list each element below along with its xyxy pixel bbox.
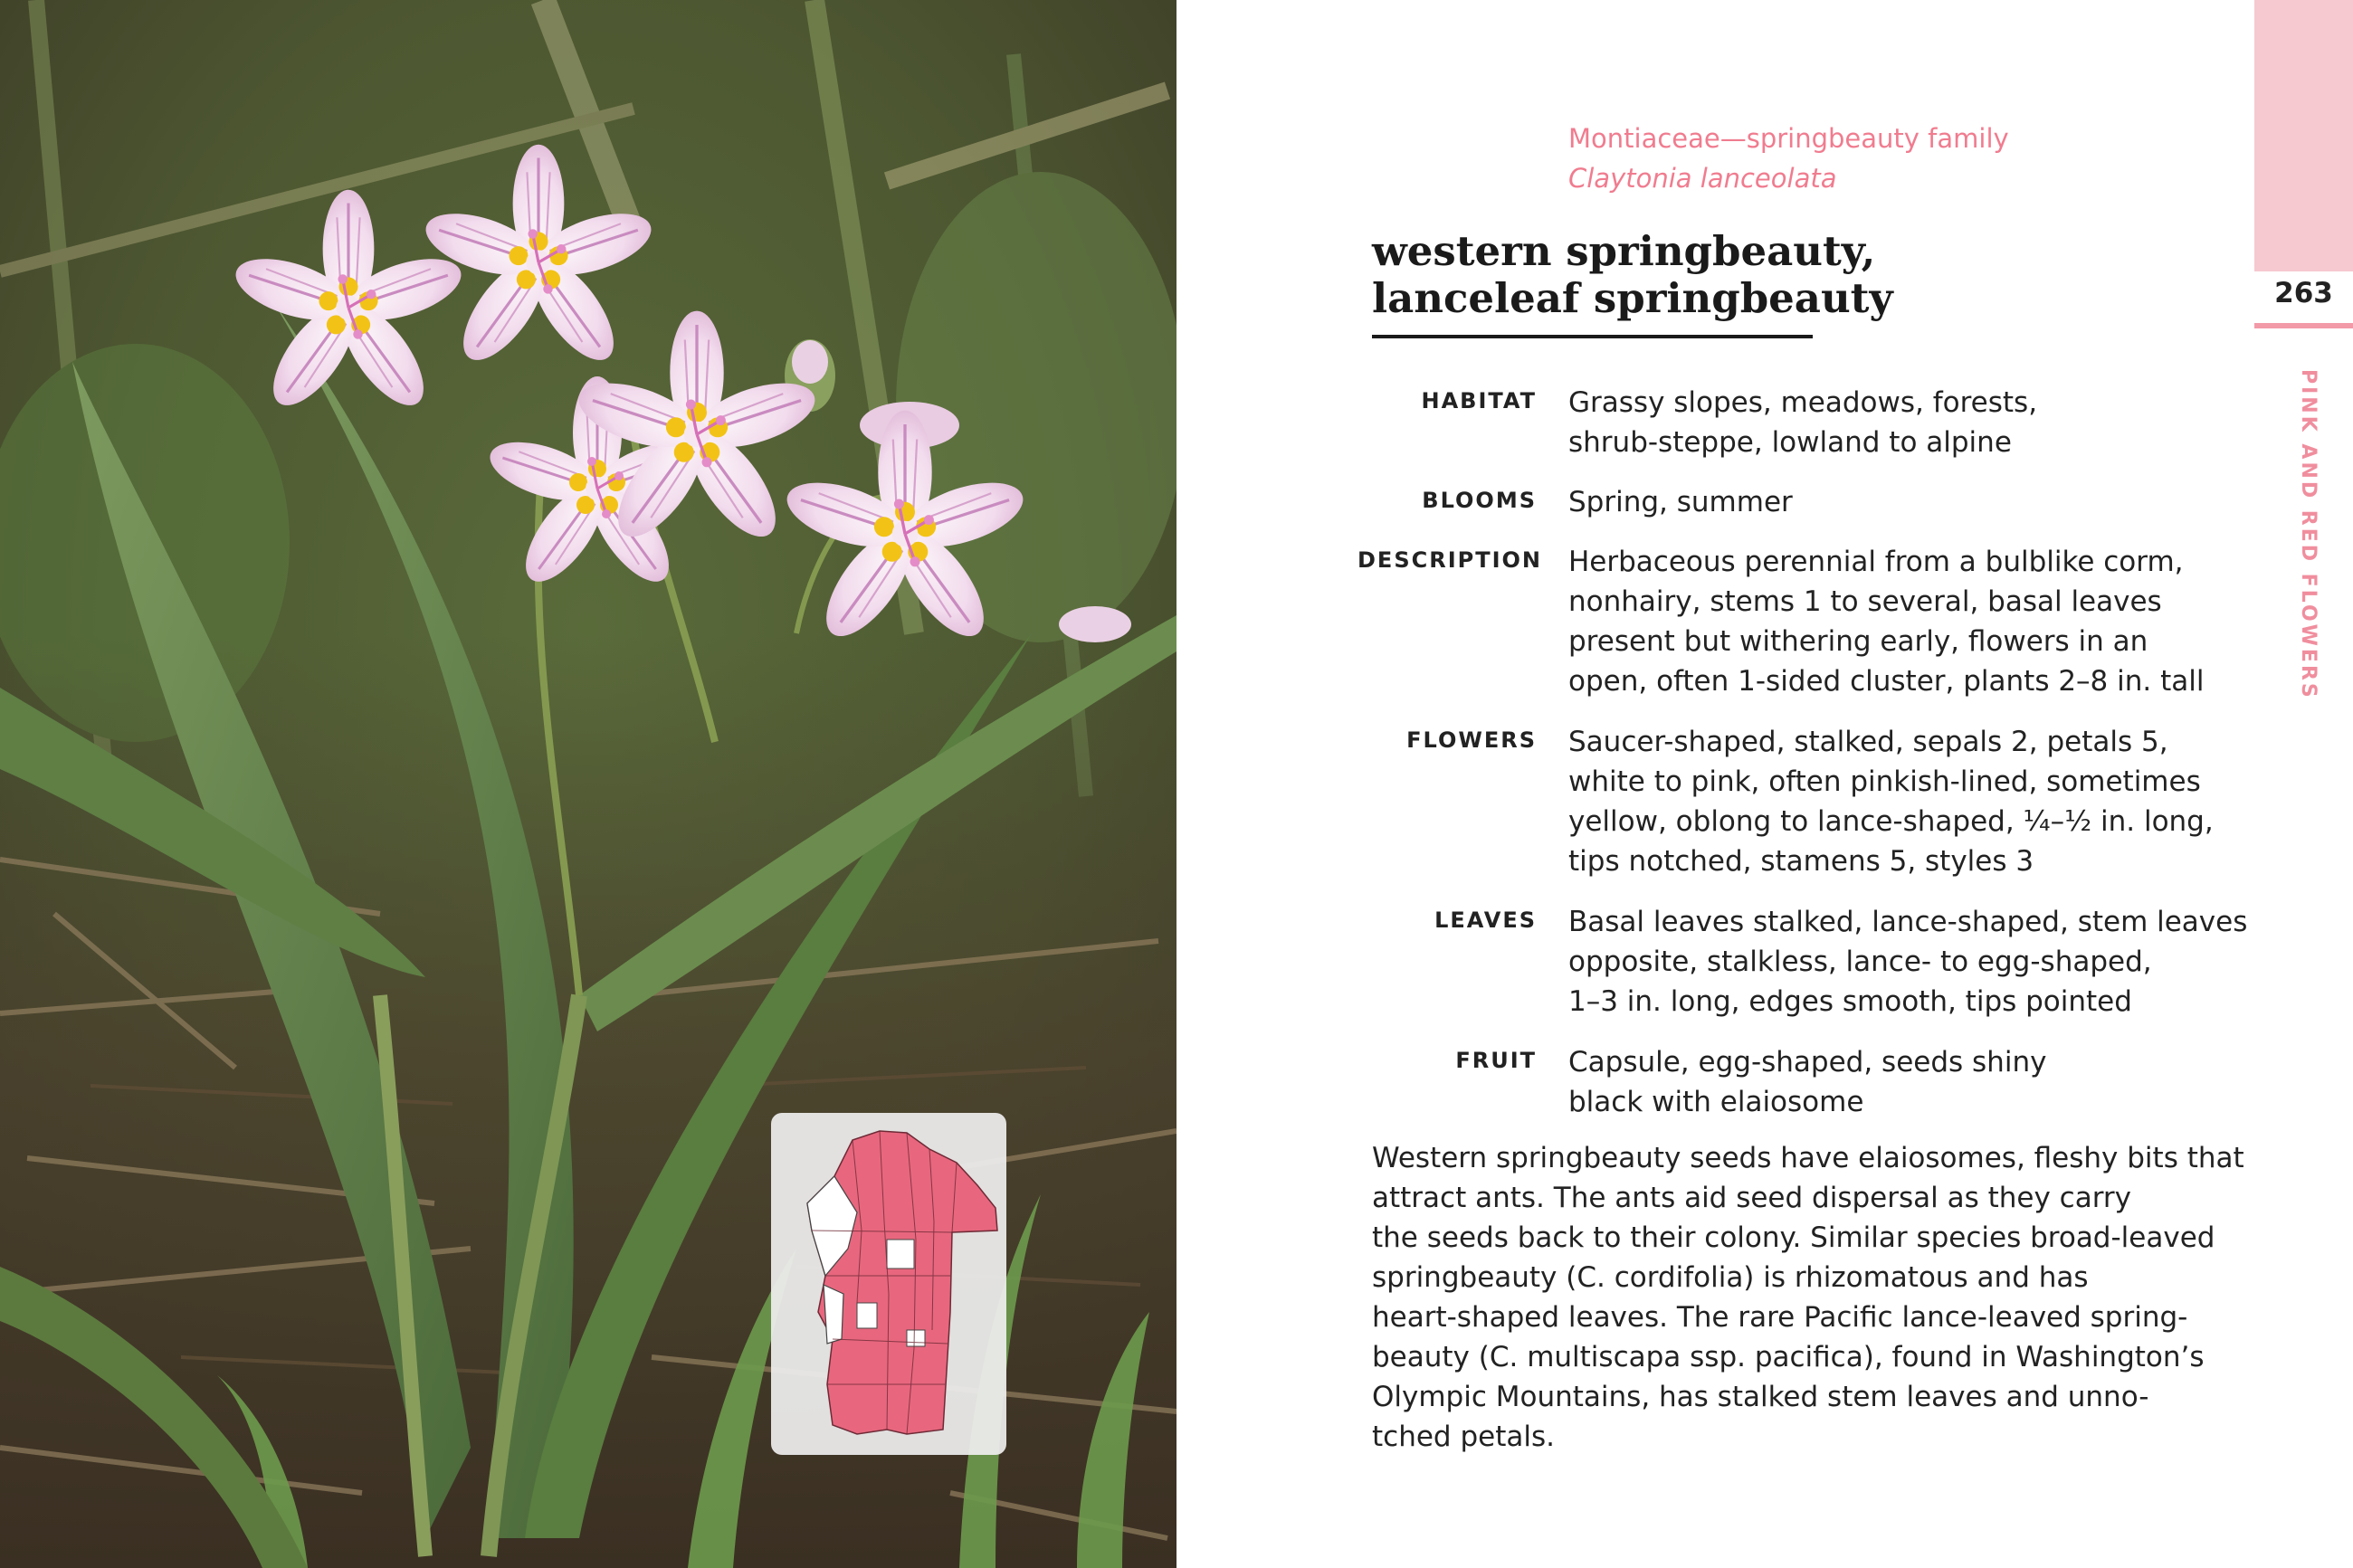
field-label: FLOWERS xyxy=(1406,727,1537,753)
field-value xyxy=(1568,482,1793,522)
section-label: PINK AND RED FLOWERS xyxy=(2297,369,2320,700)
latin-name: Claytonia lanceolata xyxy=(1568,163,1837,194)
body-line: Western springbeauty seeds have elaiosomes, fleshy bits that xyxy=(1372,1142,2244,1174)
field-value xyxy=(1568,1042,2046,1122)
body-paragraph xyxy=(1372,1138,2244,1457)
body-line: attract ants. The ants aid seed dispersal as they carry xyxy=(1372,1182,2131,1214)
field-label: LEAVES xyxy=(1434,908,1537,933)
field-line: Saucer-shaped, stalked, sepals 2, petals 5, xyxy=(1568,726,2168,758)
field-line: Spring, summer xyxy=(1568,486,1793,518)
field-line: present but withering early, flowers in an xyxy=(1568,625,2148,658)
body-line: the seeds back to their colony. Similar species broad-leaved xyxy=(1372,1221,2215,1254)
common-name-line: lanceleaf springbeauty xyxy=(1372,274,1893,322)
body-line: Olympic Mountains, has stalked stem leaves and unno- xyxy=(1372,1381,2149,1413)
field-line: Capsule, egg-shaped, seeds shiny xyxy=(1568,1046,2047,1079)
range-map xyxy=(771,1113,1006,1455)
plant-photo xyxy=(0,0,1176,1568)
field-line: Grassy slopes, meadows, forests, xyxy=(1568,386,2038,419)
field-value xyxy=(1568,542,2204,701)
body-line: tched petals. xyxy=(1372,1421,1555,1453)
field-value xyxy=(1568,383,2037,462)
page-number: 263 xyxy=(2274,277,2333,309)
field-label: FRUIT xyxy=(1455,1048,1537,1073)
field-line: tips notched, stamens 5, styles 3 xyxy=(1568,845,2034,878)
section-tab-block xyxy=(2254,0,2353,271)
field-line: Basal leaves stalked, lance-shaped, stem leaves xyxy=(1568,906,2248,938)
field-label: BLOOMS xyxy=(1422,488,1537,513)
field-line: white to pink, often pinkish-lined, sometimes xyxy=(1568,765,2201,798)
field-value xyxy=(1568,902,2247,1022)
section-tab-rule xyxy=(2254,323,2353,328)
common-name xyxy=(1372,228,1951,322)
body-line: heart-shaped leaves. The rare Pacific lance-leaved spring- xyxy=(1372,1301,2188,1334)
range-map-shape xyxy=(771,1113,1006,1455)
field-line: shrub-steppe, lowland to alpine xyxy=(1568,426,2012,459)
body-line: springbeauty (C. cordifolia) is rhizomatous and has xyxy=(1372,1261,2089,1294)
field-label: DESCRIPTION xyxy=(1358,547,1543,573)
field-line: open, often 1-sided cluster, plants 2–8 in. tall xyxy=(1568,665,2205,698)
field-line: Herbaceous perennial from a bulblike corm, xyxy=(1568,546,2184,578)
common-name-line: western springbeauty, xyxy=(1372,227,1876,275)
field-line: nonhairy, stems 1 to several, basal leaves xyxy=(1568,585,2162,618)
field-line: 1–3 in. long, edges smooth, tips pointed xyxy=(1568,985,2132,1018)
body-line: beauty (C. multiscapa ssp. pacifica), found in Washington’s xyxy=(1372,1341,2205,1373)
field-line: opposite, stalkless, lance- to egg-shaped, xyxy=(1568,946,2152,978)
family-name: Montiaceae—springbeauty family xyxy=(1568,123,2009,154)
field-line: black with elaiosome xyxy=(1568,1086,1864,1118)
section-tab xyxy=(2254,0,2353,1568)
title-underline xyxy=(1372,335,1813,338)
field-label: HABITAT xyxy=(1421,388,1537,413)
field-value xyxy=(1568,722,2214,881)
field-line: yellow, oblong to lance-shaped, ¼–½ in. long, xyxy=(1568,805,2214,838)
